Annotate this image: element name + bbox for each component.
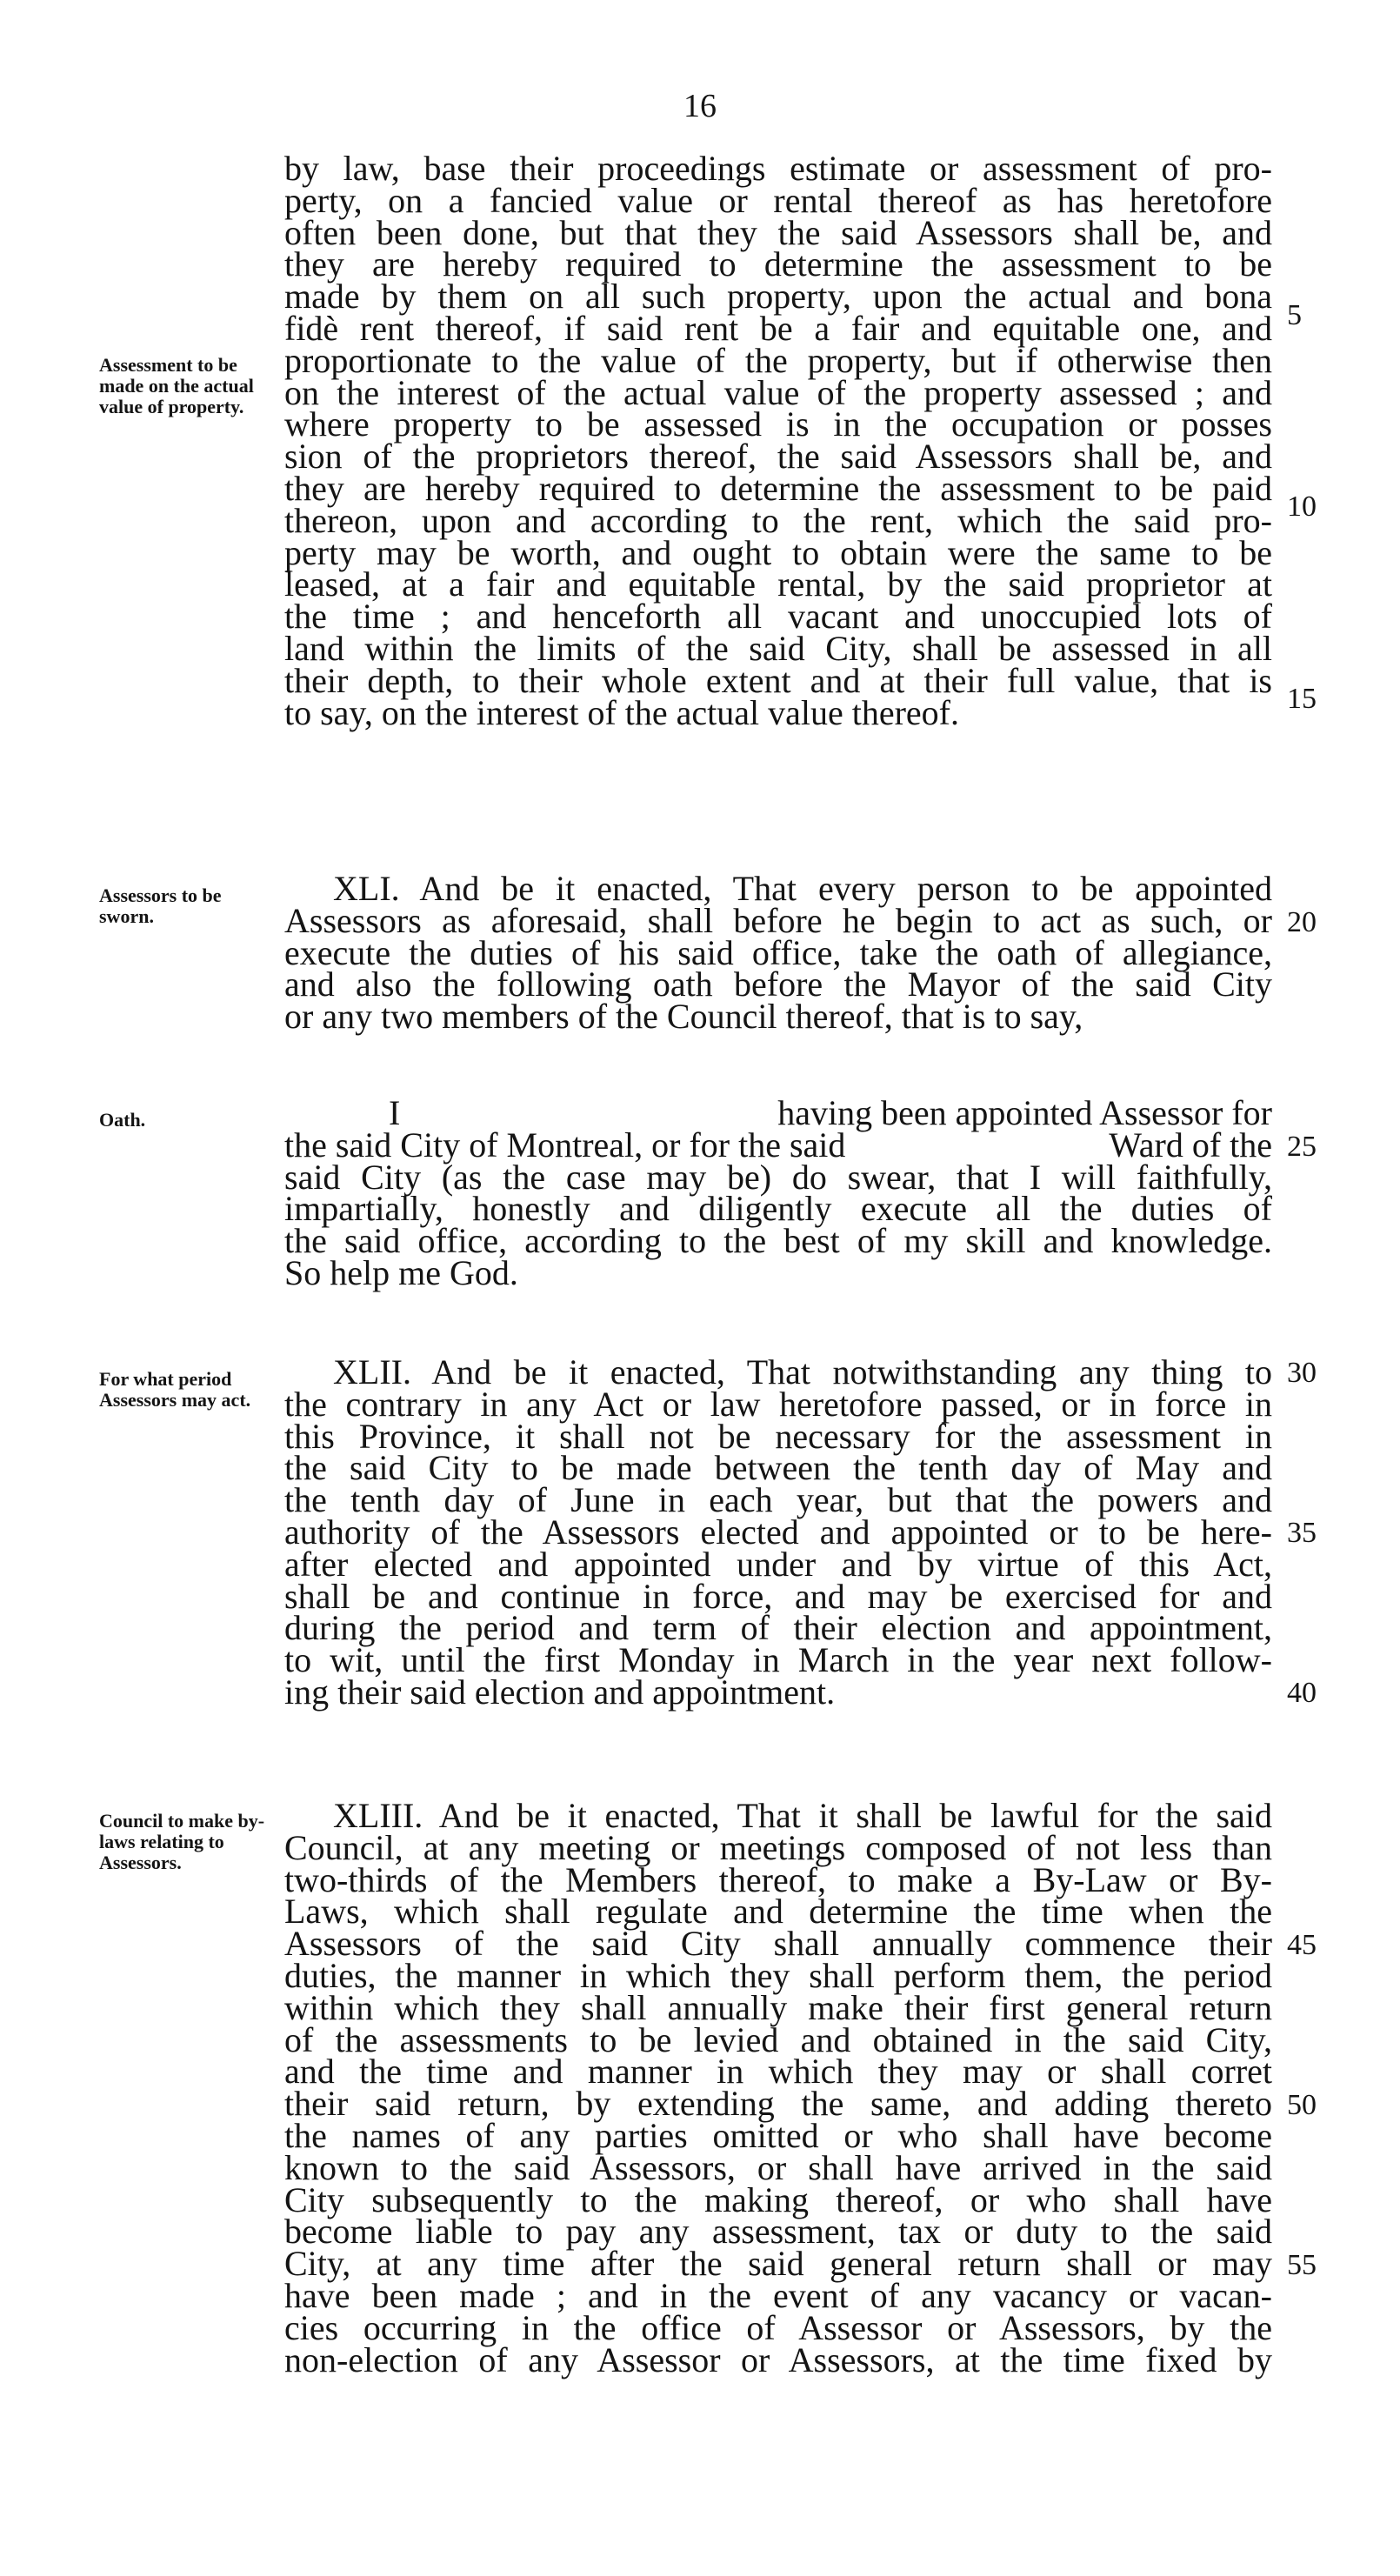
text-line: cies occurring in the office of Assessor or Assessors, by the (284, 2307, 1272, 2347)
line-number: 45 (1287, 1929, 1317, 1961)
text-line: thereon, upon and according to the rent, which the said pro- (284, 500, 1272, 540)
page-number: 16 (683, 88, 717, 124)
line-number: 50 (1287, 2089, 1317, 2121)
oath-text: Ward of the (1109, 1124, 1272, 1165)
oath-text: the said City of Montreal, or for the said (284, 1124, 846, 1165)
oath-text: I (389, 1093, 401, 1132)
text-line: become liable to pay any assessment, tax or duty to the said (284, 2212, 1272, 2252)
text-line: and the time and manner in which they may or shall corret (284, 2052, 1272, 2092)
line-number: 10 (1287, 491, 1317, 523)
text-block (284, 149, 1272, 732)
text-line: Assessors of the said City shall annually commence their (284, 1924, 1272, 1964)
text-line: made by them on all such property, upon the actual and bona (284, 277, 1272, 317)
margin-note: Assessment to be made on the actual value of property. (99, 354, 254, 417)
text-line: XLII. And be it enacted, That notwithstanding any thing to (333, 1352, 1272, 1391)
text-line: two-thirds of the Members thereof, to make a By-Law or By- (284, 1859, 1272, 1899)
text-line: the said City to be made between the tenth day of May and (284, 1448, 1272, 1488)
text-line: where property to be assessed is in the occupation or posses (284, 404, 1272, 444)
text-line: non-election of any Assessor or Assessors, at the time fixed by (284, 2339, 1272, 2379)
margin-note: Council to make by-laws relating to Assessors. (99, 1810, 265, 1873)
text-line: City, at any time after the said general return shall or may (284, 2244, 1272, 2284)
text-line: known to the said Assessors, or shall have arrived in the said (284, 2147, 1272, 2187)
text-line: after elected and appointed under and by virtue of this Act, (284, 1544, 1272, 1584)
margin-note: Oath. (99, 1109, 146, 1131)
text-block (284, 1352, 1272, 1712)
text-line: the contrary in any Act or law heretofore passed, or in force in (284, 1384, 1272, 1424)
text-line: authority of the Assessors elected and appointed or to be here- (284, 1512, 1272, 1552)
text-block (284, 1093, 1272, 1292)
text-line: they are hereby required to determine the assessment to be (284, 244, 1272, 284)
text-line: they are hereby required to determine the assessment to be paid (284, 468, 1272, 508)
oath-text: having been appointed Assessor for (777, 1093, 1272, 1132)
text-line: Council, at any meeting or meetings composed of not less than (284, 1827, 1272, 1867)
line-number: 15 (1287, 683, 1317, 715)
text-line: and also the following oath before the Mayor of the said City (284, 964, 1272, 1004)
text-line: duties, the manner in which they shall perform them, the period (284, 1955, 1272, 1995)
line-number: 40 (1287, 1677, 1317, 1709)
text-line: XLIII. And be it enacted, That it shall be lawful for the said (333, 1796, 1272, 1835)
margin-note: For what period Assessors may act. (99, 1368, 251, 1411)
text-line: Assessors as aforesaid, shall before he begin to act as such, or (284, 900, 1272, 940)
text-line: said City (as the case may be) do swear, that I will faithfully, (284, 1157, 1272, 1197)
line-number: 25 (1287, 1131, 1317, 1163)
text-line: perty may be worth, and ought to obtain were the same to be (284, 532, 1272, 572)
text-line: within which they shall annually make their first general return (284, 1987, 1272, 2027)
text-line: execute the duties of his said office, take the oath of allegiance, (284, 932, 1272, 972)
text-line: have been made ; and in the event of any vacancy or vacan- (284, 2275, 1272, 2315)
line-number: 55 (1287, 2249, 1317, 2281)
text-line: the time ; and henceforth all vacant and unoccupied lots of (284, 597, 1272, 637)
text-line: the names of any parties omitted or who shall have become (284, 2115, 1272, 2155)
text-line: their depth, to their whole extent and at their full value, that is (284, 660, 1272, 700)
text-line: XLI. And be it enacted, That every person to be appointed (333, 869, 1272, 908)
text-line: City subsequently to the making thereof, or who shall have (284, 2179, 1272, 2219)
text-line: perty, on a fancied value or rental thereof as has heretofore (284, 180, 1272, 220)
text-line: or any two members of the Council thereof, that is to say, (284, 997, 1083, 1037)
text-line: land within the limits of the said City, shall be assessed in all (284, 628, 1272, 668)
line-number: 30 (1287, 1357, 1317, 1389)
text-line: often been done, but that they the said Assessors shall be, and (284, 212, 1272, 252)
text-line: this Province, it shall not be necessary for the assessment in (284, 1416, 1272, 1456)
text-line: to say, on the interest of the actual value thereof. (284, 692, 959, 732)
line-number: 5 (1287, 299, 1302, 331)
text-line: ing their said election and appointment. (284, 1672, 836, 1712)
text-line: to wit, until the first Monday in March in the year next follow- (284, 1640, 1272, 1680)
text-line: impartially, honestly and diligently execute all the duties of (284, 1189, 1272, 1229)
text-line: the tenth day of June in each year, but that the powers and (284, 1480, 1272, 1520)
text-line: leased, at a fair and equitable rental, by the said proprietor at (284, 564, 1272, 604)
text-line: fidè rent thereof, if said rent be a fair and equitable one, and (284, 308, 1272, 348)
text-line: during the period and term of their election and appointment, (284, 1608, 1272, 1648)
text-line: Laws, which shall regulate and determine the time when the (284, 1892, 1272, 1932)
text-line: their said return, by extending the same, and adding thereto (284, 2084, 1272, 2124)
text-block (284, 869, 1272, 1037)
text-block (284, 1796, 1272, 2379)
text-line: shall be and continue in force, and may be exercised for and (284, 1576, 1272, 1616)
text-line: So help me God. (284, 1252, 518, 1292)
text-line: the said office, according to the best of my skill and knowledge. (284, 1221, 1272, 1261)
margin-note: Assessors to be sworn. (99, 884, 222, 927)
text-line: by law, base their proceedings estimate or assessment of pro- (284, 149, 1272, 188)
line-number: 35 (1287, 1517, 1317, 1549)
text-line: sion of the proprietors thereof, the said Assessors shall be, and (284, 437, 1272, 477)
text-line: proportionate to the value of the property, but if otherwise then (284, 340, 1272, 380)
line-number: 20 (1287, 906, 1317, 938)
text-line: on the interest of the actual value of the property assessed ; and (284, 372, 1272, 412)
text-line: of the assessments to be levied and obtained in the said City, (284, 2019, 1272, 2059)
